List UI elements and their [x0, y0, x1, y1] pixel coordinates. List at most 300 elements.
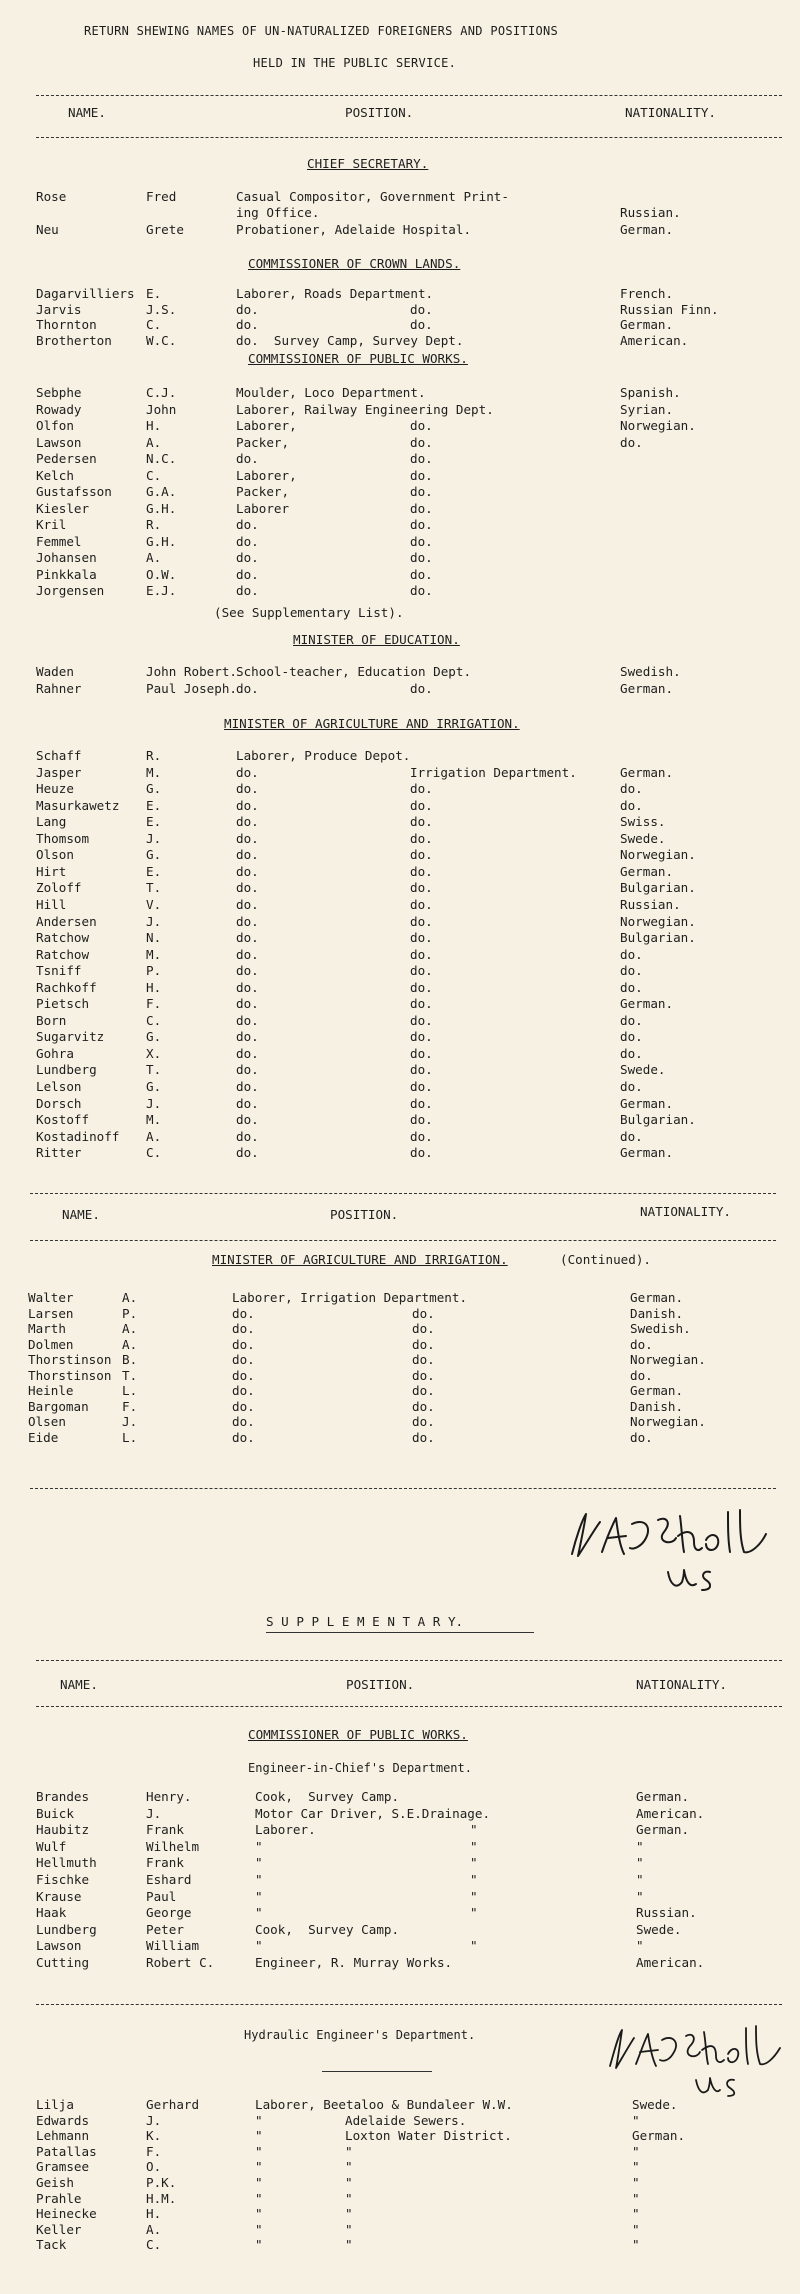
department-cell: do.	[410, 434, 433, 450]
nationality-cell: Swede.	[636, 1921, 682, 1937]
nationality-cell: do.	[630, 1429, 653, 1445]
department-cell: "	[345, 2175, 353, 2190]
surname-cell: Brandes	[36, 1789, 90, 1804]
given-name-cell: E.J.	[146, 583, 177, 598]
surname-cell: Dolmen	[28, 1336, 74, 1352]
given-name-cell: M.	[146, 946, 162, 962]
surname-cell: Kostoff	[36, 1112, 90, 1128]
department-cell: do.	[410, 913, 433, 929]
given-name-cell: Paul	[146, 1888, 177, 1904]
divider	[30, 1488, 776, 1489]
surname-cell: Schaff	[36, 748, 82, 763]
document-title-line-1: RETURN SHEWING NAMES OF UN-NATURALIZED FOREIGNERS AND POSITIONS	[84, 24, 559, 38]
surname-cell: Dorsch	[36, 1095, 82, 1111]
given-name-cell: C.	[146, 1145, 162, 1161]
nationality-cell: American.	[636, 1805, 705, 1821]
nationality-cell: Russian Finn.	[620, 301, 719, 317]
see-supplementary-note: (See Supplementary List).	[214, 605, 404, 620]
handwritten-signature	[560, 1494, 780, 1604]
given-name-cell: Grete	[146, 221, 184, 237]
given-name-cell: J.	[146, 913, 162, 929]
department-cell: Irrigation Department.	[410, 764, 577, 780]
department-cell: "	[470, 1888, 478, 1904]
given-name-cell: Frank	[146, 1855, 184, 1871]
given-name-cell: Frank	[146, 1822, 184, 1838]
position-cell: Laborer	[236, 500, 290, 516]
surname-cell: Rahner	[36, 680, 82, 696]
nationality-cell: Spanish.	[620, 385, 681, 400]
divider	[36, 2004, 782, 2005]
sub-department-heading: Engineer-in-Chief's Department.	[248, 1761, 472, 1775]
nationality-cell: do.	[620, 963, 643, 979]
position-cell: do. Survey Camp, Survey Dept.	[236, 333, 464, 349]
department-cell: do.	[410, 781, 433, 797]
position-cell: Laborer, Produce Depot.	[236, 748, 411, 763]
department-cell: do.	[410, 847, 433, 863]
position-cell: "	[255, 2221, 263, 2237]
position-cell: "	[255, 1905, 263, 1921]
surname-cell: Lundberg	[36, 1921, 97, 1937]
position-cell: "	[255, 2206, 263, 2222]
header-nationality: NATIONALITY.	[636, 1677, 727, 1692]
header-name: NAME.	[60, 1677, 98, 1692]
position-cell: do.	[232, 1383, 255, 1398]
nationality-cell: Swiss.	[620, 814, 666, 830]
position-cell: "	[255, 2190, 263, 2206]
position-cell: do.	[232, 1429, 255, 1445]
position-cell: do.	[236, 847, 259, 863]
nationality-cell: Bulgarian.	[620, 880, 696, 896]
nationality-cell: "	[632, 2159, 640, 2175]
given-name-cell: A.	[122, 1336, 138, 1352]
department-cell: do.	[410, 930, 433, 946]
handwritten-signature	[600, 2014, 790, 2104]
given-name-cell: B.	[122, 1352, 138, 1367]
surname-cell: Jorgensen	[36, 583, 105, 598]
nationality-cell: do.	[620, 797, 643, 813]
department-cell: do.	[410, 1012, 433, 1028]
given-name-cell: G.	[146, 847, 162, 863]
given-name-cell: J.S.	[146, 301, 177, 317]
position-cell: Laborer, Railway Engineering Dept.	[236, 401, 494, 417]
divider	[30, 1240, 776, 1241]
position-cell: do.	[236, 583, 259, 598]
nationality-cell: Bulgarian.	[620, 1112, 696, 1128]
nationality-cell: do.	[630, 1367, 653, 1383]
nationality-cell: French.	[620, 286, 674, 301]
header-nationality: NATIONALITY.	[640, 1204, 731, 1219]
nationality-cell: do.	[620, 979, 643, 995]
nationality-cell: Russian.	[620, 205, 681, 221]
department-cell: do.	[412, 1383, 435, 1398]
given-name-cell: C.	[146, 467, 162, 483]
department-cell: do.	[410, 863, 433, 879]
surname-cell: Walter	[28, 1290, 74, 1305]
given-name-cell: H.	[146, 2206, 162, 2222]
nationality-cell: "	[636, 1888, 644, 1904]
position-cell: do.	[236, 317, 259, 333]
surname-cell: Gramsee	[36, 2159, 90, 2175]
department-cell: do.	[410, 1079, 433, 1094]
department-cell: "	[345, 2143, 353, 2159]
department-cell: do.	[410, 451, 433, 466]
department-cell: "	[345, 2206, 353, 2222]
header-name: NAME.	[68, 105, 106, 120]
nationality-cell: "	[632, 2175, 640, 2190]
nationality-cell: German.	[636, 1822, 690, 1838]
given-name-cell: Eshard	[146, 1872, 192, 1887]
surname-cell: Thornton	[36, 317, 97, 333]
department-cell: do.	[410, 1095, 433, 1111]
given-name-cell: P.	[122, 1305, 138, 1321]
surname-cell: Kostadinoff	[36, 1128, 120, 1144]
position-cell: do.	[236, 996, 259, 1012]
section-heading: COMMISSIONER OF CROWN LANDS.	[248, 256, 461, 271]
surname-cell: Andersen	[36, 913, 97, 929]
nationality-cell: Norwegian.	[620, 418, 696, 433]
nationality-cell: do.	[620, 1045, 643, 1061]
department-cell: do.	[410, 550, 433, 565]
given-name-cell: L.	[122, 1429, 138, 1445]
nationality-cell: German.	[636, 1789, 690, 1804]
position-cell: do.	[236, 1012, 259, 1028]
given-name-cell: E.	[146, 286, 162, 301]
position-cell: do.	[236, 301, 259, 317]
given-name-cell: Henry.	[146, 1789, 192, 1804]
nationality-cell: Russian.	[620, 896, 681, 912]
position-cell: Packer,	[236, 484, 290, 499]
divider	[36, 137, 782, 138]
department-cell: "	[470, 1938, 478, 1954]
department-cell: do.	[412, 1367, 435, 1383]
surname-cell: Sugarvitz	[36, 1029, 105, 1045]
given-name-cell: W.C.	[146, 333, 177, 349]
nationality-cell: "	[632, 2237, 640, 2253]
position-cell: do.	[236, 797, 259, 813]
surname-cell: Masurkawetz	[36, 797, 120, 813]
department-cell: do.	[410, 963, 433, 979]
surname-cell: Kiesler	[36, 500, 90, 516]
surname-cell: Heinecke	[36, 2206, 97, 2222]
position-cell: Laborer,	[236, 418, 297, 433]
position-cell: Laborer,	[236, 467, 297, 483]
department-cell: do.	[412, 1398, 435, 1414]
position-cell: do.	[232, 1305, 255, 1321]
surname-cell: Ratchow	[36, 930, 90, 946]
position-cell: do.	[236, 550, 259, 565]
department-cell: do.	[410, 830, 433, 846]
nationality-cell: Norwegian.	[620, 847, 696, 863]
surname-cell: Tsniff	[36, 963, 82, 979]
department-cell: do.	[410, 533, 433, 549]
given-name-cell: John	[146, 401, 177, 417]
position-cell: Motor Car Driver, S.E.Drainage.	[255, 1805, 491, 1821]
department-cell: do.	[410, 880, 433, 896]
position-cell: do.	[236, 533, 259, 549]
position-cell: do.	[236, 764, 259, 780]
department-cell: do.	[410, 1112, 433, 1128]
department-cell: do.	[410, 566, 433, 582]
surname-cell: Lawson	[36, 434, 82, 450]
position-cell: Laborer, Roads Department.	[236, 286, 434, 301]
given-name-cell: A.	[122, 1290, 138, 1305]
nationality-cell: Danish.	[630, 1398, 684, 1414]
given-name-cell: A.	[146, 550, 162, 565]
surname-cell: Marth	[28, 1321, 66, 1336]
section-heading: COMMISSIONER OF PUBLIC WORKS.	[248, 1727, 468, 1742]
given-name-cell: J.	[146, 1095, 162, 1111]
nationality-cell: do.	[620, 434, 643, 450]
surname-cell: Keller	[36, 2221, 82, 2237]
sub-department-underline	[322, 2071, 432, 2072]
given-name-cell: G.	[146, 781, 162, 797]
department-cell: do.	[410, 467, 433, 483]
department-cell: do.	[410, 317, 433, 333]
nationality-cell: German.	[620, 221, 674, 237]
position-cell: do.	[236, 680, 259, 696]
department-cell: do.	[410, 896, 433, 912]
position-cell: do.	[236, 814, 259, 830]
given-name-cell: N.C.	[146, 451, 177, 466]
nationality-cell: do.	[620, 1079, 643, 1094]
position-cell: do.	[236, 830, 259, 846]
nationality-cell: "	[636, 1938, 644, 1954]
position-cell: do.	[236, 880, 259, 896]
surname-cell: Prahle	[36, 2190, 82, 2206]
department-cell: do.	[410, 814, 433, 830]
department-cell: "	[345, 2190, 353, 2206]
surname-cell: Lundberg	[36, 1062, 97, 1078]
department-cell: do.	[410, 797, 433, 813]
given-name-cell: Wilhelm	[146, 1838, 200, 1854]
nationality-cell: German.	[630, 1383, 684, 1398]
position-cell: Moulder, Loco Department.	[236, 385, 426, 400]
surname-cell: Tack	[36, 2237, 67, 2253]
surname-cell: Cutting	[36, 1955, 90, 1970]
nationality-cell: Norwegian.	[620, 913, 696, 929]
header-name: NAME.	[62, 1207, 100, 1222]
surname-cell: Neu	[36, 221, 59, 237]
surname-cell: Kelch	[36, 467, 74, 483]
position-cell: do.	[232, 1367, 255, 1383]
given-name-cell: G.H.	[146, 500, 177, 516]
given-name-cell: N.	[146, 930, 162, 946]
position-cell: do.	[236, 566, 259, 582]
department-cell: Adelaide Sewers.	[345, 2112, 467, 2128]
position-cell: do.	[236, 863, 259, 879]
department-cell: do.	[410, 946, 433, 962]
department-cell: do.	[412, 1336, 435, 1352]
section-heading: CHIEF SECRETARY.	[307, 156, 429, 171]
given-name-cell: L.	[122, 1383, 138, 1398]
nationality-cell: Swede.	[620, 830, 666, 846]
surname-cell: Thorstinson	[28, 1367, 112, 1383]
surname-cell: Haak	[36, 1905, 67, 1921]
position-cell: do.	[236, 781, 259, 797]
nationality-cell: "	[636, 1855, 644, 1871]
given-name-cell: P.	[146, 963, 162, 979]
position-cell: "	[255, 2128, 263, 2144]
department-cell: do.	[410, 517, 433, 532]
nationality-cell: Swede.	[632, 2097, 678, 2112]
given-name-cell: V.	[146, 896, 162, 912]
given-name-cell: T.	[146, 1062, 162, 1078]
position-cell: "	[255, 1855, 263, 1871]
department-cell: do.	[410, 484, 433, 499]
nationality-cell: "	[636, 1872, 644, 1887]
department-cell: do.	[410, 1145, 433, 1161]
given-name-cell: Paul Joseph.	[146, 680, 237, 696]
nationality-cell: German.	[620, 996, 674, 1012]
surname-cell: Thorstinson	[28, 1352, 112, 1367]
position-cell: do.	[236, 451, 259, 466]
given-name-cell: M.	[146, 1112, 162, 1128]
nationality-cell: do.	[630, 1336, 653, 1352]
nationality-cell: do.	[620, 781, 643, 797]
position-cell: Laborer.	[255, 1822, 316, 1838]
surname-cell: Hill	[36, 896, 67, 912]
nationality-cell: German.	[620, 1145, 674, 1161]
position-cell: "	[255, 1888, 263, 1904]
given-name-cell: G.	[146, 1079, 162, 1094]
given-name-cell: F.	[146, 996, 162, 1012]
position-cell: "	[255, 1838, 263, 1854]
department-cell: "	[470, 1872, 478, 1887]
continued-note: (Continued).	[560, 1252, 651, 1267]
divider	[36, 95, 782, 96]
nationality-cell: Bulgarian.	[620, 930, 696, 946]
position-cell: Laborer, Beetaloo & Bundaleer W.W.	[255, 2097, 513, 2112]
surname-cell: Brotherton	[36, 333, 112, 349]
position-cell: "	[255, 2143, 263, 2159]
sub-department-heading: Hydraulic Engineer's Department.	[244, 2028, 476, 2042]
section-heading: COMMISSIONER OF PUBLIC WORKS.	[248, 351, 468, 366]
surname-cell: Pietsch	[36, 996, 90, 1012]
surname-cell: Hellmuth	[36, 1855, 97, 1871]
position-cell: do.	[236, 1128, 259, 1144]
nationality-cell: German.	[620, 680, 674, 696]
surname-cell: Ratchow	[36, 946, 90, 962]
department-cell: "	[470, 1905, 478, 1921]
department-cell: "	[345, 2221, 353, 2237]
nationality-cell: "	[636, 1838, 644, 1854]
surname-cell: Olsen	[28, 1414, 66, 1429]
position-cell: do.	[232, 1352, 255, 1367]
surname-cell: Lang	[36, 814, 67, 830]
surname-cell: Larsen	[28, 1305, 74, 1321]
surname-cell: Born	[36, 1012, 67, 1028]
department-cell: do.	[410, 500, 433, 516]
position-cell: do.	[236, 1112, 259, 1128]
position-cell: "	[255, 1872, 263, 1887]
position-cell: School-teacher, Education Dept.	[236, 664, 472, 679]
surname-cell: Lelson	[36, 1079, 82, 1094]
surname-cell: Haubitz	[36, 1822, 90, 1838]
given-name-cell: P.K.	[146, 2175, 177, 2190]
position-cell: do.	[236, 1145, 259, 1161]
position-cell: do.	[232, 1336, 255, 1352]
nationality-cell: German.	[620, 764, 674, 780]
nationality-cell: Swede.	[620, 1062, 666, 1078]
surname-cell: Lawson	[36, 1938, 82, 1954]
position-cell: do.	[236, 1095, 259, 1111]
nationality-cell: German.	[620, 317, 674, 333]
nationality-cell: American.	[636, 1955, 705, 1970]
department-cell: do.	[412, 1305, 435, 1321]
given-name-cell: O.	[146, 2159, 162, 2175]
surname-cell: Waden	[36, 664, 74, 679]
department-cell: do.	[410, 583, 433, 598]
nationality-cell: "	[632, 2143, 640, 2159]
nationality-cell: German.	[620, 1095, 674, 1111]
given-name-cell: Robert C.	[146, 1955, 215, 1970]
given-name-cell: T.	[122, 1367, 138, 1383]
header-position: POSITION.	[330, 1207, 399, 1222]
surname-cell: Lilja	[36, 2097, 74, 2112]
surname-cell: Rachkoff	[36, 979, 97, 995]
header-nationality: NATIONALITY.	[625, 105, 716, 120]
department-cell: "	[470, 1822, 478, 1838]
header-position: POSITION.	[345, 105, 414, 120]
nationality-cell: do.	[620, 1029, 643, 1045]
surname-cell: Jasper	[36, 764, 82, 780]
header-position: POSITION.	[346, 1677, 415, 1692]
position-cell: "	[255, 2175, 263, 2190]
given-name-cell: George	[146, 1905, 192, 1921]
surname-cell: Lehmann	[36, 2128, 90, 2144]
department-cell: "	[345, 2159, 353, 2175]
given-name-cell: J.	[146, 830, 162, 846]
department-cell: "	[345, 2237, 353, 2253]
given-name-cell: J.	[122, 1414, 138, 1429]
department-cell: do.	[410, 1062, 433, 1078]
nationality-cell: Swedish.	[620, 664, 681, 679]
given-name-cell: C.	[146, 1012, 162, 1028]
surname-cell: Gohra	[36, 1045, 74, 1061]
nationality-cell: do.	[620, 946, 643, 962]
given-name-cell: A.	[122, 1321, 138, 1336]
department-cell: do.	[412, 1321, 435, 1336]
section-heading: MINISTER OF EDUCATION.	[293, 632, 460, 647]
surname-cell: Thomsom	[36, 830, 90, 846]
given-name-cell: A.	[146, 2221, 162, 2237]
surname-cell: Olfon	[36, 418, 74, 433]
given-name-cell: H.M.	[146, 2190, 177, 2206]
surname-cell: Rose	[36, 189, 67, 204]
position-cell: do.	[236, 1029, 259, 1045]
position-cell: Packer,	[236, 434, 290, 450]
given-name-cell: M.	[146, 764, 162, 780]
given-name-cell: C.J.	[146, 385, 177, 400]
surname-cell: Johansen	[36, 550, 97, 565]
given-name-cell: E.	[146, 814, 162, 830]
surname-cell: Buick	[36, 1805, 74, 1821]
given-name-cell: A.	[146, 1128, 162, 1144]
department-cell: do.	[410, 979, 433, 995]
position-cell: do.	[236, 930, 259, 946]
surname-cell: Eide	[28, 1429, 59, 1445]
nationality-cell: do.	[620, 1128, 643, 1144]
nationality-cell: Norwegian.	[630, 1414, 706, 1429]
surname-cell: Geish	[36, 2175, 74, 2190]
department-cell: do.	[410, 680, 433, 696]
department-cell: do.	[412, 1429, 435, 1445]
surname-cell: Pinkkala	[36, 566, 97, 582]
position-cell: do.	[236, 1079, 259, 1094]
divider	[36, 1660, 782, 1661]
position-cell: do.	[232, 1414, 255, 1429]
nationality-cell: Norwegian.	[630, 1352, 706, 1367]
